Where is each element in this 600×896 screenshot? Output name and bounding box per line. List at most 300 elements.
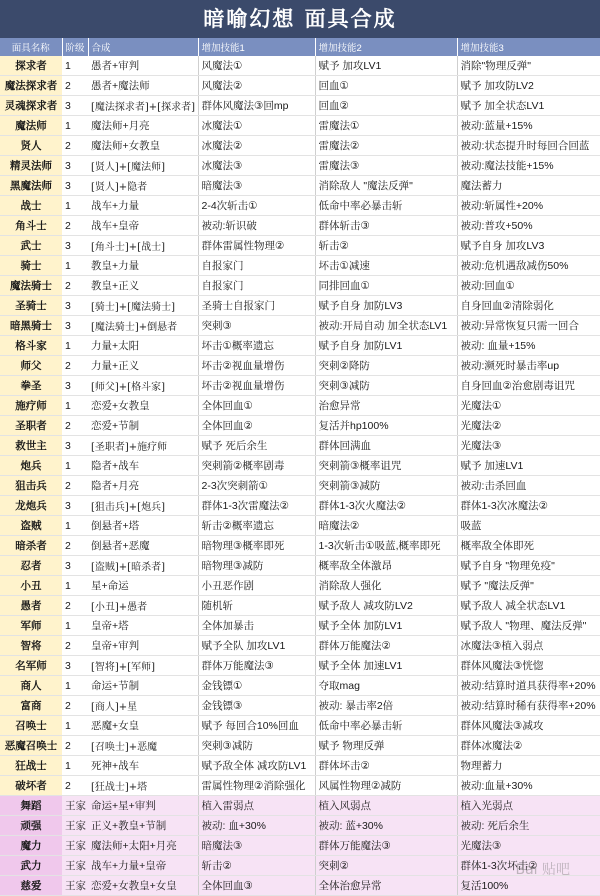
combo-cell: [狙击兵]+[炮兵] <box>88 496 198 516</box>
skill-1-cell: 冰魔法② <box>198 136 315 156</box>
rank-cell: 3 <box>62 316 88 336</box>
skill-3-cell: 赋予自身 加攻LV3 <box>457 236 600 256</box>
skill-1-cell: 雷属性物理②消除强化 <box>198 776 315 796</box>
mask-name-cell: 灵魂探求者 <box>0 96 62 116</box>
skill-3-cell: 被动:击杀回血 <box>457 476 600 496</box>
skill-3-cell: 冰魔法③植入弱点 <box>457 636 600 656</box>
combo-cell: [贤人]+隐者 <box>88 176 198 196</box>
mask-name-cell: 炮兵 <box>0 456 62 476</box>
skill-1-cell: 随机斩 <box>198 596 315 616</box>
table-row <box>0 736 600 756</box>
combo-cell: 恶魔+女皇 <box>88 716 198 736</box>
skill-2-cell: 斩击② <box>315 236 457 256</box>
mask-name-cell: 暗黑骑士 <box>0 316 62 336</box>
skill-3-cell: 消除"物理反弹" <box>457 56 600 76</box>
rank-cell: 3 <box>62 376 88 396</box>
rank-cell: 1 <box>62 116 88 136</box>
skill-1-cell: 群体万能魔法③ <box>198 656 315 676</box>
skill-3-cell: 魔法蓄力 <box>457 176 600 196</box>
mask-name-cell: 精灵法师 <box>0 156 62 176</box>
skill-3-cell: 赋予 加速LV1 <box>457 456 600 476</box>
skill-3-cell: 被动:蓝量+15% <box>457 116 600 136</box>
skill-1-cell: 金钱镖① <box>198 676 315 696</box>
table-row <box>0 276 600 296</box>
skill-2-cell: 突刺② <box>315 856 457 876</box>
rank-cell: 1 <box>62 576 88 596</box>
skill-3-cell: 群体1-3次坏击② <box>457 856 600 876</box>
mask-name-cell: 战士 <box>0 196 62 216</box>
table-row <box>0 156 600 176</box>
table-row <box>0 796 600 816</box>
skill-3-cell: 物理蓄力 <box>457 756 600 776</box>
mask-fusion-table <box>0 38 600 896</box>
skill-1-cell: 圣骑士自报家门 <box>198 296 315 316</box>
skill-2-cell: 突刺箭③概率诅咒 <box>315 456 457 476</box>
skill-3-cell: 光魔法① <box>457 396 600 416</box>
header-skill-2: 增加技能2 <box>315 38 457 56</box>
rank-cell: 3 <box>62 96 88 116</box>
rank-cell: 2 <box>62 416 88 436</box>
skill-3-cell: 群体冰魔法② <box>457 736 600 756</box>
skill-2-cell: 群体万能魔法③ <box>315 836 457 856</box>
mask-name-cell: 格斗家 <box>0 336 62 356</box>
table-row <box>0 516 600 536</box>
skill-2-cell: 全体治愈异常 <box>315 876 457 896</box>
skill-1-cell: 暗魔法③ <box>198 836 315 856</box>
combo-cell: 命运+星+审判 <box>88 796 198 816</box>
skill-3-cell: 光魔法③ <box>457 836 600 856</box>
skill-1-cell: 暗物理③概率即死 <box>198 536 315 556</box>
skill-3-cell: 群体1-3次冰魔法② <box>457 496 600 516</box>
rank-cell: 2 <box>62 136 88 156</box>
mask-name-cell: 顽强 <box>0 816 62 836</box>
mask-name-cell: 军师 <box>0 616 62 636</box>
table-row <box>0 856 600 876</box>
skill-3-cell: 植入光弱点 <box>457 796 600 816</box>
mask-name-cell: 恶魔召唤士 <box>0 736 62 756</box>
skill-3-cell: 复活100% <box>457 876 600 896</box>
skill-3-cell: 群体风魔法③恍惚 <box>457 656 600 676</box>
table-row <box>0 416 600 436</box>
skill-2-cell: 赋予全体 加防LV1 <box>315 616 457 636</box>
rank-cell: 王家 <box>62 816 88 836</box>
skill-1-cell: 斩击②概率遗忘 <box>198 516 315 536</box>
skill-2-cell: 消除敌人 "魔法反弹" <box>315 176 457 196</box>
mask-name-cell: 圣职者 <box>0 416 62 436</box>
combo-cell: 力量+太阳 <box>88 336 198 356</box>
header-mask-name: 面具名称 <box>0 38 62 56</box>
rank-cell: 2 <box>62 356 88 376</box>
combo-cell: [角斗士]+[战士] <box>88 236 198 256</box>
mask-name-cell: 名军师 <box>0 656 62 676</box>
table-row <box>0 296 600 316</box>
rank-cell: 1 <box>62 676 88 696</box>
combo-cell: [骑士]+[魔法骑士] <box>88 296 198 316</box>
skill-2-cell: 赋予自身 加防LV3 <box>315 296 457 316</box>
rank-cell: 王家 <box>62 876 88 896</box>
mask-name-cell: 贤人 <box>0 136 62 156</box>
skill-2-cell: 群体1-3次火魔法② <box>315 496 457 516</box>
rank-cell: 2 <box>62 76 88 96</box>
skill-1-cell: 2-3次突刺箭① <box>198 476 315 496</box>
skill-1-cell: 金钱镖③ <box>198 696 315 716</box>
skill-1-cell: 赋予全队 加攻LV1 <box>198 636 315 656</box>
table-row <box>0 196 600 216</box>
skill-1-cell: 小丑恶作剧 <box>198 576 315 596</box>
rank-cell: 2 <box>62 696 88 716</box>
table-header-row <box>0 38 600 56</box>
combo-cell: 隐者+战车 <box>88 456 198 476</box>
skill-2-cell: 群体斩击③ <box>315 216 457 236</box>
combo-cell: [智将]+[军师] <box>88 656 198 676</box>
skill-1-cell: 突刺箭②概率剧毒 <box>198 456 315 476</box>
skill-3-cell: 被动:异常恢复只需一回合 <box>457 316 600 336</box>
table-row <box>0 56 600 76</box>
combo-cell: [召唤士]+恶魔 <box>88 736 198 756</box>
combo-cell: 恋爱+女教皇 <box>88 396 198 416</box>
skill-3-cell: 赋予自身 "物理免疫" <box>457 556 600 576</box>
mask-name-cell: 狙击兵 <box>0 476 62 496</box>
watermark-logo: Bai 贴吧 <box>515 859 570 879</box>
combo-cell: 教皇+正义 <box>88 276 198 296</box>
rank-cell: 3 <box>62 296 88 316</box>
rank-cell: 王家 <box>62 856 88 876</box>
skill-1-cell: 暗魔法③ <box>198 176 315 196</box>
mask-name-cell: 武士 <box>0 236 62 256</box>
table-row <box>0 816 600 836</box>
rank-cell: 王家 <box>62 836 88 856</box>
combo-cell: 愚者+审判 <box>88 56 198 76</box>
table-row <box>0 576 600 596</box>
combo-cell: 魔法师+月亮 <box>88 116 198 136</box>
skill-2-cell: 雷魔法① <box>315 116 457 136</box>
skill-2-cell: 被动: 暴击率2倍 <box>315 696 457 716</box>
mask-name-cell: 破坏者 <box>0 776 62 796</box>
combo-cell: 教皇+力量 <box>88 256 198 276</box>
rank-cell: 1 <box>62 256 88 276</box>
skill-2-cell: 治愈异常 <box>315 396 457 416</box>
rank-cell: 2 <box>62 476 88 496</box>
skill-3-cell: 被动:魔法技能+15% <box>457 156 600 176</box>
table-row <box>0 76 600 96</box>
skill-3-cell: 自身回血②治愈剧毒诅咒 <box>457 376 600 396</box>
skill-1-cell: 被动: 血+30% <box>198 816 315 836</box>
rank-cell: 1 <box>62 716 88 736</box>
skill-1-cell: 坏击②视血量增伤 <box>198 376 315 396</box>
combo-cell: 皇帝+审判 <box>88 636 198 656</box>
skill-3-cell: 赋予 "魔法反弹" <box>457 576 600 596</box>
skill-2-cell: 植入风弱点 <box>315 796 457 816</box>
table-row <box>0 536 600 556</box>
combo-cell: 正义+教皇+节制 <box>88 816 198 836</box>
skill-1-cell: 冰魔法① <box>198 116 315 136</box>
header-combo: 合成 <box>88 38 198 56</box>
mask-name-cell: 拳圣 <box>0 376 62 396</box>
table-row <box>0 696 600 716</box>
mask-name-cell: 狂战士 <box>0 756 62 776</box>
rank-cell: 2 <box>62 536 88 556</box>
skill-2-cell: 复活并hp100% <box>315 416 457 436</box>
combo-cell: 皇帝+塔 <box>88 616 198 636</box>
combo-cell: [贤人]+[魔法师] <box>88 156 198 176</box>
table-row <box>0 676 600 696</box>
table-row <box>0 136 600 156</box>
skill-2-cell: 突刺③减防 <box>315 376 457 396</box>
combo-cell: 命运+节制 <box>88 676 198 696</box>
rank-cell: 2 <box>62 276 88 296</box>
combo-cell: 力量+正义 <box>88 356 198 376</box>
combo-cell: 恋爱+节制 <box>88 416 198 436</box>
skill-2-cell: 赋予自身 加防LV1 <box>315 336 457 356</box>
mask-name-cell: 魔法骑士 <box>0 276 62 296</box>
skill-1-cell: 赋予 死后余生 <box>198 436 315 456</box>
skill-2-cell: 被动: 蓝+30% <box>315 816 457 836</box>
rank-cell: 3 <box>62 156 88 176</box>
rank-cell: 2 <box>62 636 88 656</box>
mask-name-cell: 愚者 <box>0 596 62 616</box>
combo-cell: 恋爱+女教皇+女皇 <box>88 876 198 896</box>
mask-name-cell: 魔法探求者 <box>0 76 62 96</box>
skill-3-cell: 被动:普攻+50% <box>457 216 600 236</box>
skill-2-cell: 夺取mag <box>315 676 457 696</box>
table-row <box>0 216 600 236</box>
skill-2-cell: 雷魔法② <box>315 136 457 156</box>
skill-2-cell: 赋予 加攻LV1 <box>315 56 457 76</box>
skill-1-cell: 突刺③减防 <box>198 736 315 756</box>
combo-cell: [魔法探求者]+[探求者] <box>88 96 198 116</box>
skill-3-cell: 被动: 血量+15% <box>457 336 600 356</box>
mask-name-cell: 黑魔法师 <box>0 176 62 196</box>
mask-name-cell: 角斗士 <box>0 216 62 236</box>
combo-cell: 隐者+月亮 <box>88 476 198 496</box>
skill-3-cell: 吸蓝 <box>457 516 600 536</box>
mask-name-cell: 施疗师 <box>0 396 62 416</box>
skill-2-cell: 赋予全体 加速LV1 <box>315 656 457 676</box>
skill-2-cell: 坏击①减速 <box>315 256 457 276</box>
table-row <box>0 336 600 356</box>
skill-1-cell: 全体回血③ <box>198 876 315 896</box>
rank-cell: 3 <box>62 236 88 256</box>
mask-name-cell: 武力 <box>0 856 62 876</box>
combo-cell: 战车+力量 <box>88 196 198 216</box>
skill-2-cell: 暗魔法② <box>315 516 457 536</box>
skill-3-cell: 被动: 死后余生 <box>457 816 600 836</box>
skill-1-cell: 风魔法① <box>198 56 315 76</box>
table-row <box>0 316 600 336</box>
skill-1-cell: 全体加暴击 <box>198 616 315 636</box>
skill-3-cell: 被动:回血① <box>457 276 600 296</box>
skill-1-cell: 自报家门 <box>198 276 315 296</box>
skill-3-cell: 被动:斩属性+20% <box>457 196 600 216</box>
rank-cell: 1 <box>62 396 88 416</box>
rank-cell: 1 <box>62 196 88 216</box>
table-row <box>0 436 600 456</box>
mask-name-cell: 魔力 <box>0 836 62 856</box>
rank-cell: 1 <box>62 456 88 476</box>
rank-cell: 2 <box>62 216 88 236</box>
rank-cell: 王家 <box>62 796 88 816</box>
combo-cell: [小丑]+愚者 <box>88 596 198 616</box>
table-row <box>0 656 600 676</box>
skill-3-cell: 被动:结算时道具获得率+20% <box>457 676 600 696</box>
combo-cell: 战车+皇帝 <box>88 216 198 236</box>
skill-1-cell: 群体1-3次雷魔法② <box>198 496 315 516</box>
combo-cell: 倒悬者+恶魔 <box>88 536 198 556</box>
mask-name-cell: 召唤士 <box>0 716 62 736</box>
skill-1-cell: 植入雷弱点 <box>198 796 315 816</box>
skill-1-cell: 被动:斩识破 <box>198 216 315 236</box>
skill-1-cell: 风魔法② <box>198 76 315 96</box>
skill-2-cell: 群体回满血 <box>315 436 457 456</box>
combo-cell: 战车+力量+皇帝 <box>88 856 198 876</box>
table-row <box>0 616 600 636</box>
mask-name-cell: 商人 <box>0 676 62 696</box>
rank-cell: 3 <box>62 656 88 676</box>
table-row <box>0 116 600 136</box>
mask-name-cell: 盗贼 <box>0 516 62 536</box>
mask-name-cell: 龙炮兵 <box>0 496 62 516</box>
skill-1-cell: 赋予 每回合10%回血 <box>198 716 315 736</box>
table-row <box>0 236 600 256</box>
mask-name-cell: 小丑 <box>0 576 62 596</box>
table-row <box>0 756 600 776</box>
header-skill-3: 增加技能3 <box>457 38 600 56</box>
rank-cell: 2 <box>62 776 88 796</box>
skill-3-cell: 赋予 加攻防LV2 <box>457 76 600 96</box>
skill-2-cell: 低命中率必暴击斩 <box>315 716 457 736</box>
skill-3-cell: 被动:危机遇敌减伤50% <box>457 256 600 276</box>
skill-1-cell: 2-4次斩击① <box>198 196 315 216</box>
mask-name-cell: 圣骑士 <box>0 296 62 316</box>
skill-1-cell: 斩击② <box>198 856 315 876</box>
skill-2-cell: 群体坏击② <box>315 756 457 776</box>
skill-1-cell: 自报家门 <box>198 256 315 276</box>
rank-cell: 2 <box>62 736 88 756</box>
rank-cell: 1 <box>62 616 88 636</box>
rank-cell: 3 <box>62 436 88 456</box>
table-row <box>0 556 600 576</box>
combo-cell: [盗贼]+[暗杀者] <box>88 556 198 576</box>
mask-name-cell: 慈爱 <box>0 876 62 896</box>
skill-3-cell: 被动:濒死时暴击率up <box>457 356 600 376</box>
skill-3-cell: 光魔法③ <box>457 436 600 456</box>
skill-3-cell: 群体风魔法③减攻 <box>457 716 600 736</box>
skill-1-cell: 突刺③ <box>198 316 315 336</box>
combo-cell: [师父]+[格斗家] <box>88 376 198 396</box>
skill-2-cell: 风属性物理②减防 <box>315 776 457 796</box>
table-row <box>0 356 600 376</box>
skill-1-cell: 群体风魔法③回mp <box>198 96 315 116</box>
combo-cell: [魔法骑士]+倒悬者 <box>88 316 198 336</box>
combo-cell: 魔法师+女教皇 <box>88 136 198 156</box>
combo-cell: 愚者+魔法师 <box>88 76 198 96</box>
table-row <box>0 496 600 516</box>
table-row <box>0 456 600 476</box>
mask-name-cell: 师父 <box>0 356 62 376</box>
skill-1-cell: 暗物理③减防 <box>198 556 315 576</box>
table-row <box>0 176 600 196</box>
skill-1-cell: 全体回血② <box>198 416 315 436</box>
table-row <box>0 836 600 856</box>
skill-3-cell: 被动:状态提升时每回合回蓝 <box>457 136 600 156</box>
skill-1-cell: 赋予敌全体 减攻防LV1 <box>198 756 315 776</box>
skill-2-cell: 回血① <box>315 76 457 96</box>
rank-cell: 3 <box>62 496 88 516</box>
skill-1-cell: 坏击①概率遗忘 <box>198 336 315 356</box>
skill-2-cell: 同排回血① <box>315 276 457 296</box>
rank-cell: 3 <box>62 176 88 196</box>
mask-name-cell: 魔法师 <box>0 116 62 136</box>
skill-3-cell: 被动:血量+30% <box>457 776 600 796</box>
combo-cell: 倒悬者+塔 <box>88 516 198 536</box>
skill-1-cell: 全体回血① <box>198 396 315 416</box>
skill-2-cell: 1-3次斩击①吸蓝,概率即死 <box>315 536 457 556</box>
skill-2-cell: 被动:开局自动 加全状态LV1 <box>315 316 457 336</box>
mask-name-cell: 忍者 <box>0 556 62 576</box>
rank-cell: 2 <box>62 596 88 616</box>
mask-name-cell: 智将 <box>0 636 62 656</box>
table-row <box>0 876 600 896</box>
skill-2-cell: 概率敌全体激昂 <box>315 556 457 576</box>
table-row <box>0 96 600 116</box>
skill-3-cell: 被动:结算时稀有获得率+20% <box>457 696 600 716</box>
table-row <box>0 636 600 656</box>
rank-cell: 1 <box>62 56 88 76</box>
skill-3-cell: 光魔法② <box>457 416 600 436</box>
table-row <box>0 376 600 396</box>
table-row <box>0 396 600 416</box>
skill-2-cell: 雷魔法③ <box>315 156 457 176</box>
combo-cell: 星+命运 <box>88 576 198 596</box>
table-row <box>0 776 600 796</box>
table-row <box>0 256 600 276</box>
skill-3-cell: 赋予敌人 "物理、魔法反弹" <box>457 616 600 636</box>
combo-cell: [商人]+星 <box>88 696 198 716</box>
header-skill-1: 增加技能1 <box>198 38 315 56</box>
skill-2-cell: 群体万能魔法② <box>315 636 457 656</box>
table-row <box>0 716 600 736</box>
mask-name-cell: 救世主 <box>0 436 62 456</box>
skill-1-cell: 冰魔法③ <box>198 156 315 176</box>
rank-cell: 1 <box>62 516 88 536</box>
page-title: 暗喻幻想 面具合成 <box>0 0 600 38</box>
skill-2-cell: 低命中率必暴击斩 <box>315 196 457 216</box>
combo-cell: 死神+战车 <box>88 756 198 776</box>
skill-3-cell: 自身回血②清除弱化 <box>457 296 600 316</box>
rank-cell: 1 <box>62 336 88 356</box>
mask-name-cell: 骑士 <box>0 256 62 276</box>
skill-2-cell: 突刺②降防 <box>315 356 457 376</box>
skill-2-cell: 回血② <box>315 96 457 116</box>
skill-2-cell: 消除敌人强化 <box>315 576 457 596</box>
skill-2-cell: 赋予 物理反弹 <box>315 736 457 756</box>
skill-1-cell: 坏击②视血量增伤 <box>198 356 315 376</box>
combo-cell: 魔法师+太阳+月亮 <box>88 836 198 856</box>
combo-cell: [圣职者]+施疗师 <box>88 436 198 456</box>
skill-2-cell: 赋予敌人 减攻防LV2 <box>315 596 457 616</box>
combo-cell: [狂战士]+塔 <box>88 776 198 796</box>
skill-1-cell: 群体雷属性物理② <box>198 236 315 256</box>
table-row <box>0 476 600 496</box>
skill-3-cell: 概率敌全体即死 <box>457 536 600 556</box>
skill-2-cell: 突刺箭③减防 <box>315 476 457 496</box>
mask-name-cell: 探求者 <box>0 56 62 76</box>
mask-name-cell: 暗杀者 <box>0 536 62 556</box>
skill-3-cell: 赋予敌人 减全状态LV1 <box>457 596 600 616</box>
skill-3-cell: 赋予 加全状态LV1 <box>457 96 600 116</box>
rank-cell: 1 <box>62 756 88 776</box>
header-rank: 阶级 <box>62 38 88 56</box>
